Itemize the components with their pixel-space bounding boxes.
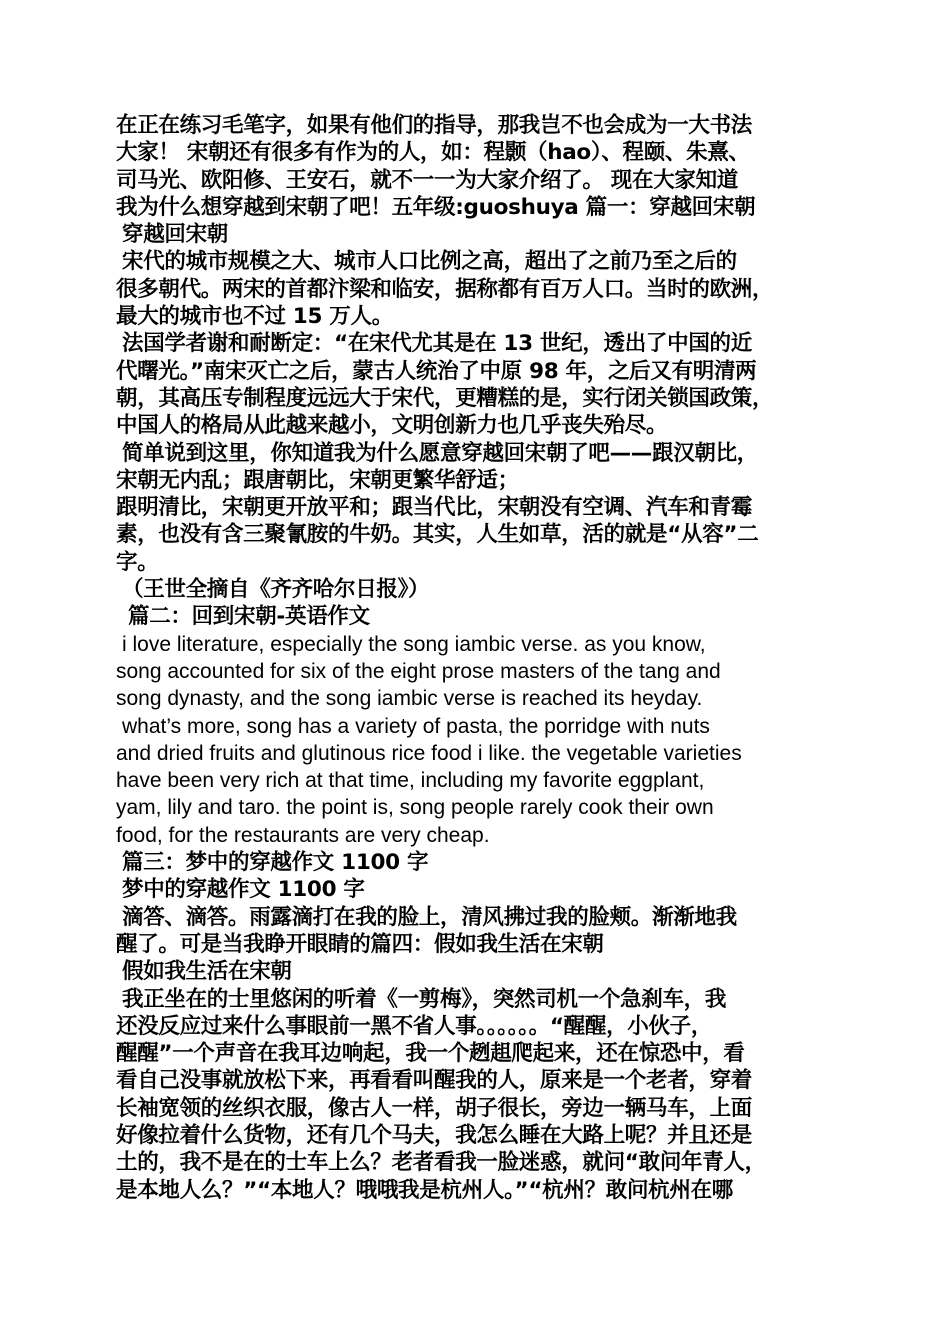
- text-line: 还没反应过来什么事眼前一黑不省人事。。。。。。“醒醒，小伙子，: [116, 1013, 713, 1039]
- text-line: 宋朝无内乱；跟唐朝比，宋朝更繁华舒适；: [116, 467, 519, 493]
- text-line: 简单说到这里，你知道我为什么愿意穿越回宋朝了吧——跟汉朝比，: [122, 440, 759, 466]
- text-line: 长袖宽领的丝织衣服，像古人一样，胡子很长，旁边一辆马车，上面: [116, 1095, 753, 1121]
- text-line: 很多朝代。两宋的首都汴梁和临安，据称都有百万人口。当时的欧洲，: [116, 276, 774, 302]
- text-line: （王世全摘自《齐齐哈尔日报》）: [122, 577, 430, 603]
- text-line: 在正在练习毛笔字，如果有他们的指导，那我岂不也会成为一大书法: [116, 113, 753, 138]
- text-line: food, for the restaurants are very cheap.: [116, 823, 490, 847]
- text-line: 最大的城市也不过 15 万人。: [116, 304, 393, 330]
- text-line: 醒醒”一个声音在我耳边响起，我一个趔趄爬起来，还在惊恐中，看: [116, 1041, 745, 1067]
- text-line: 是本地人么？”“本地人？哦哦我是杭州人。”“杭州？敢问杭州在哪: [116, 1177, 733, 1203]
- text-line: song accounted for six of the eight prose masters of the tang and: [116, 659, 721, 683]
- text-line: 篇二：回到宋朝-英语作文: [128, 604, 370, 630]
- text-line: 宋代的城市规模之大、城市人口比例之高，超出了之前乃至之后的: [122, 249, 737, 275]
- text-line: 假如我生活在宋朝: [122, 959, 292, 985]
- text-line: 朝，其高压专制程度远远大于宋代，更糟糕的是，实行闭关锁国政策，: [116, 385, 774, 411]
- text-line: 字。: [116, 549, 159, 575]
- text-line: 跟明清比，宋朝更开放平和；跟当代比，宋朝没有空调、汽车和青霉: [116, 495, 753, 521]
- text-line: what’s more, song has a variety of pasta, the porridge with nuts: [122, 714, 710, 738]
- text-line: 篇三：梦中的穿越作文 1100 字: [122, 850, 429, 876]
- text-line: have been very rich at that time, including my favorite eggplant,: [116, 769, 705, 793]
- text-line: 好像拉着什么货物，还有几个马夫，我怎么睡在大路上呢？并且还是: [116, 1122, 753, 1148]
- text-line: 中国人的格局从此越来越小，文明创新力也几乎丧失殆尽。: [116, 413, 668, 439]
- text-line: 大家！ 宋朝还有很多有作为的人，如：程颢（hao）、程颐、朱熹、: [116, 140, 750, 166]
- text-line: 我正坐在的士里悠闲的听着《一剪梅》，突然司机一个急刹车，我: [122, 986, 727, 1012]
- text-line: 滴答、滴答。雨露滴打在我的脸上，清风拂过我的脸颊。渐渐地我: [122, 904, 737, 930]
- text-line: yam, lily and taro. the point is, song people rarely cook their own: [116, 796, 714, 820]
- text-line: 素，也没有含三聚氰胺的牛奶。其实，人生如草，活的就是“从容”二: [116, 522, 759, 548]
- text-line: 梦中的穿越作文 1100 字: [122, 877, 365, 903]
- text-line: 我为什么想穿越到宋朝了吧！五年级:guoshuya 篇一：穿越回宋朝: [116, 194, 756, 220]
- text-line: 法国学者谢和耐断定：“在宋代尤其是在 13 世纪，透出了中国的近: [122, 331, 752, 357]
- text-line: 醒了。可是当我睁开眼睛的篇四：假如我生活在宋朝: [116, 931, 604, 957]
- text-line: 土的，我不是在的士车上么？老者看我一脸迷惑，就问“敢问年青人，: [116, 1150, 766, 1176]
- text-line: 穿越回宋朝: [122, 222, 229, 248]
- text-line: 司马光、欧阳修、王安石，就不一一为大家介绍了。 现在大家知道: [116, 167, 738, 193]
- document-body: [116, 112, 846, 1204]
- text-line: 看自己没事就放松下来，再看看叫醒我的人，原来是一个老者，穿着: [116, 1068, 753, 1094]
- text-line: song dynasty, and the song iambic verse is reached its heyday.: [116, 687, 703, 711]
- text-line: and dried fruits and glutinous rice food i like. the vegetable varieties: [116, 741, 742, 765]
- text-line: i love literature, especially the song iambic verse. as you know,: [122, 632, 706, 656]
- text-line: 代曙光。”南宋灭亡之后，蒙古人统治了中原 98 年，之后又有明清两: [116, 358, 757, 384]
